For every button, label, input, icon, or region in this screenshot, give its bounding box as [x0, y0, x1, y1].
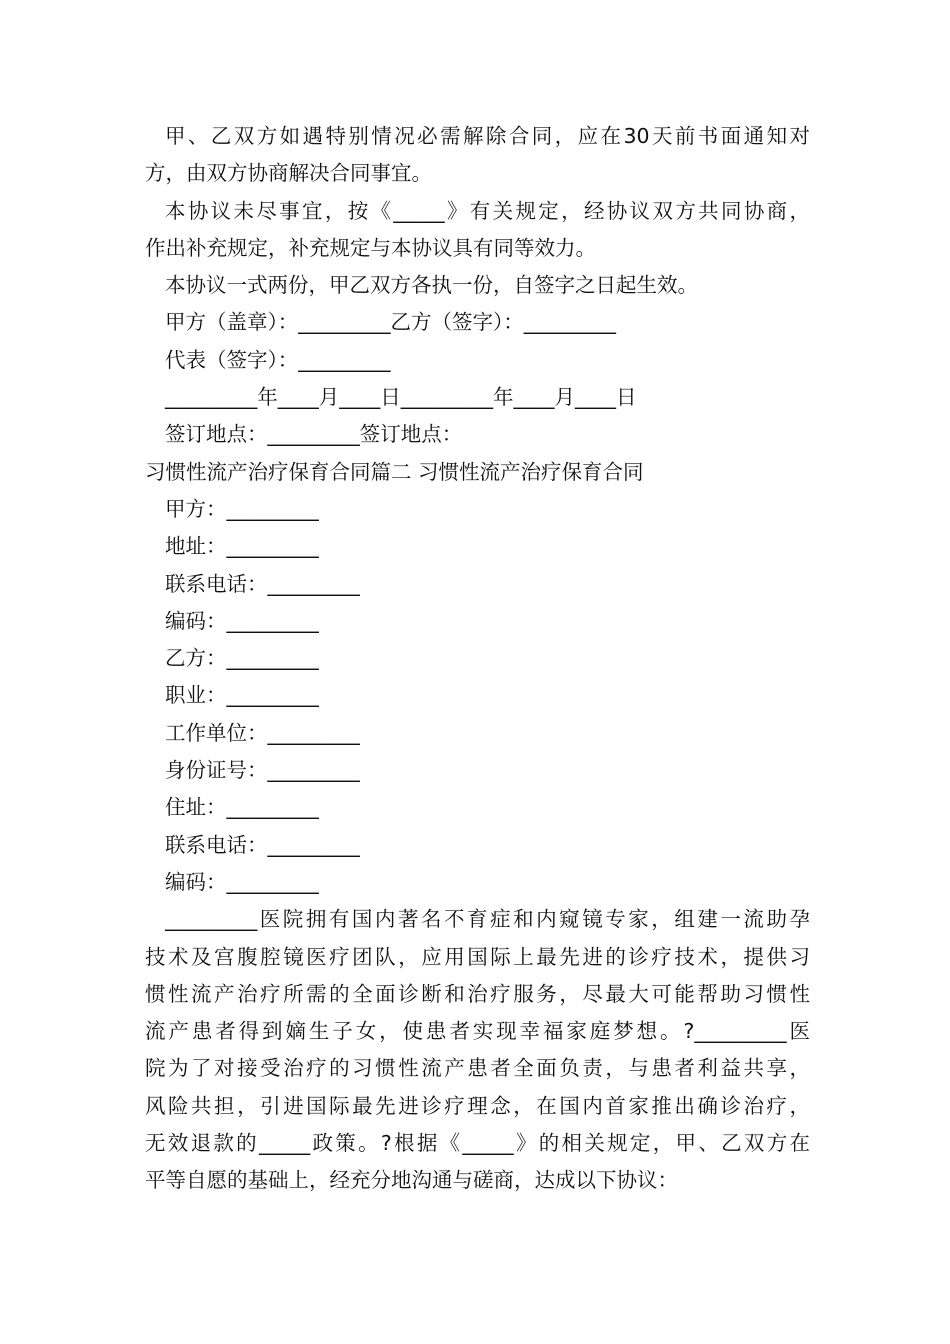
text-line: 作出补充规定，补充规定与本协议具有同等效力。 — [145, 235, 596, 260]
text-line: 甲、乙双方如遇特别情况必需解除合同，应在30天前书面通知对 — [165, 124, 810, 148]
text-line: 风险共担，引进国际最先进诊疗理念，在国内首家推出确诊治疗， — [145, 1093, 810, 1118]
text-line: 本协议未尽事宜，按《_____》有关规定，经协议双方共同协商， — [165, 198, 810, 223]
text-line: 技术及宫腹腔镜医疗团队，应用国际上最先进的诊疗技术，提供习 — [145, 944, 810, 969]
text-line: _________医院拥有国内著名不育症和内窥镜专家，组建一流助孕 — [165, 907, 810, 932]
text-line: 流产患者得到嫡生子女，使患者实现幸福家庭梦想。?_________医 — [145, 1019, 810, 1044]
text-line: 身份证号：_________ — [165, 758, 360, 783]
document-page — [145, 118, 810, 1200]
text-line: 乙方：_________ — [165, 646, 319, 671]
text-line: 代表（签字）：_________ — [165, 347, 391, 372]
text-line: 方，由双方协商解决合同事宜。 — [145, 161, 432, 186]
text-line: 编码：_________ — [165, 869, 319, 894]
text-line: 地址：_________ — [165, 534, 319, 559]
text-line: 职业：_________ — [165, 683, 319, 708]
text-line: 平等自愿的基础上，经充分地沟通与磋商，达成以下协议： — [145, 1168, 678, 1193]
text-line: 编码：_________ — [165, 608, 319, 633]
text-line: 联系电话：_________ — [165, 832, 360, 857]
text-line: 惯性流产治疗所需的全面诊断和治疗服务，尽最大可能帮助习惯性 — [145, 981, 810, 1006]
text-line: 院为了对接受治疗的习惯性流产患者全面负责，与患者利益共享， — [145, 1056, 810, 1081]
text-line: 甲方（盖章）：_________乙方（签字）：_________ — [165, 310, 616, 335]
text-line: 签订地点：_________签订地点： — [165, 422, 463, 447]
text-line: 甲方：_________ — [165, 496, 319, 521]
text-line: 住址：_________ — [165, 795, 319, 820]
text-line: 联系电话：_________ — [165, 571, 360, 596]
text-line: 工作单位：_________ — [165, 720, 360, 745]
text-line: 无效退款的_____政策。?根据《_____》的相关规定，甲、乙双方在 — [145, 1131, 810, 1156]
text-line: 本协议一式两份，甲乙双方各执一份，自签字之日起生效。 — [165, 273, 698, 298]
text-line: 习惯性流产治疗保育合同篇二 习惯性流产治疗保育合同 — [145, 459, 644, 484]
text-line: _________年____月____日_________年____月____日 — [165, 385, 637, 410]
